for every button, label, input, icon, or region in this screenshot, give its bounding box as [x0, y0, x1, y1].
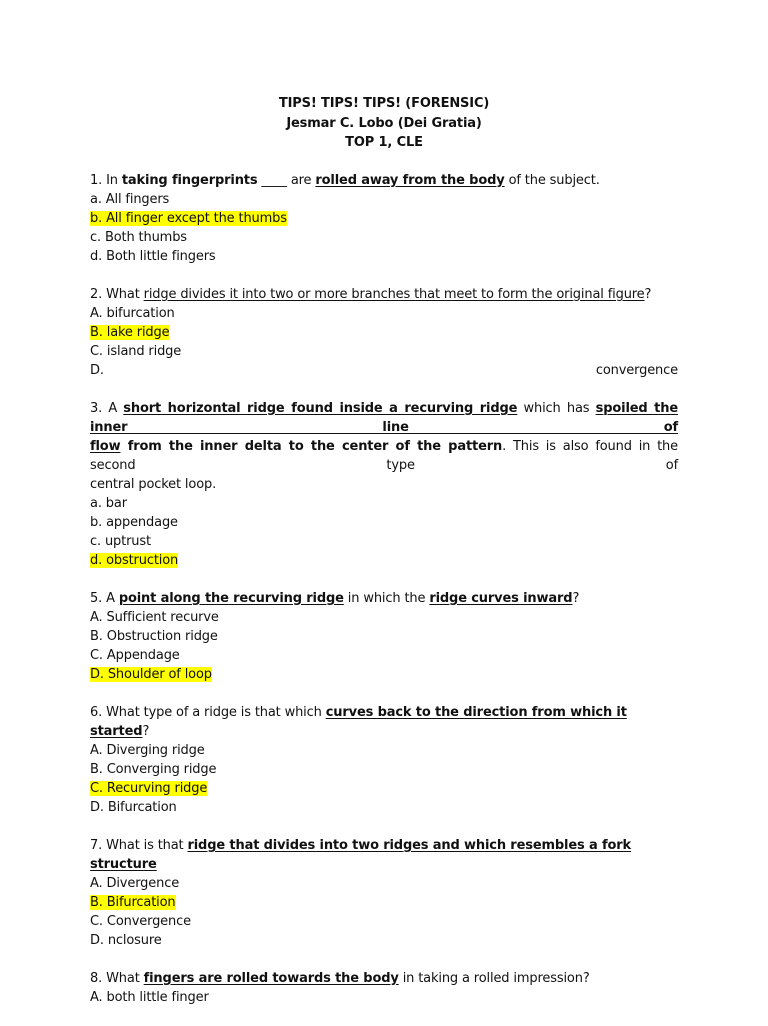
question-7-option-a: A. Divergence [90, 875, 180, 891]
question-1-text: 1. In taking fingerprints ____ are rolled away from the body of the subject. [90, 172, 600, 188]
question-1-option-b-answer: b. All finger except the thumbs [90, 210, 287, 226]
question-6-option-a: A. Diverging ridge [90, 742, 205, 758]
question-3-option-a: a. bar [90, 495, 127, 511]
document-page [90, 94, 678, 1026]
question-6-option-b: B. Converging ridge [90, 761, 217, 777]
question-8-text: 8. What fingers are rolled towards the body in taking a rolled impression? [90, 970, 590, 986]
question-6-option-d: D. Bifurcation [90, 799, 177, 815]
question-2-option-c: C. island ridge [90, 343, 182, 359]
question-3-text-line-1: 3. A short horizontal ridge found inside a recurving ridge which has spoiled the inner line of [90, 400, 679, 435]
question-8-option-a: A. both little finger [90, 989, 209, 1005]
question-6-option-c-answer: C. Recurving ridge [90, 780, 208, 796]
question-7-option-b-answer: B. Bifurcation [90, 894, 176, 910]
question-5-option-c: C. Appendage [90, 647, 180, 663]
question-5-option-b: B. Obstruction ridge [90, 628, 218, 644]
header-author: Jesmar C. Lobo (Dei Gratia) [286, 115, 482, 131]
question-3-text-line-2: flow from the inner delta to the center of the pattern. This is also found in the second type of [90, 438, 678, 473]
question-5-option-d-answer: D. Shoulder of loop [90, 666, 212, 682]
question-3-option-b: b. appendage [90, 514, 178, 530]
question-5 [90, 589, 678, 684]
question-3-text-line-3: central pocket loop. [90, 476, 217, 492]
question-5-option-a: A. Sufficient recurve [90, 609, 219, 625]
question-5-text: 5. A point along the recurving ridge in which the ridge curves inward? [90, 590, 580, 606]
question-7-option-d: D. nclosure [90, 932, 162, 948]
question-7 [90, 836, 678, 950]
question-7-text: 7. What is that ridge that divides into two ridges and which resembles a fork structure [90, 837, 632, 872]
header-rank: TOP 1, CLE [345, 135, 423, 150]
question-2-text: 2. What ridge divides it into two or more branches that meet to form the original figure? [90, 286, 652, 302]
question-2-option-a: A. bifurcation [90, 305, 175, 321]
question-3-option-d-answer: d. obstruction [90, 552, 179, 568]
header-title: TIPS! TIPS! TIPS! (FORENSIC) [278, 96, 490, 111]
question-7-option-c: C. Convergence [90, 913, 191, 929]
question-1-option-a: a. All fingers [90, 191, 170, 207]
question-1 [90, 171, 678, 266]
question-1-option-d: d. Both little fingers [90, 248, 216, 264]
question-3 [90, 399, 678, 570]
document-header [90, 94, 678, 153]
question-1-option-c: c. Both thumbs [90, 229, 187, 245]
question-2-option-b-answer: B. lake ridge [90, 324, 170, 340]
question-2 [90, 285, 678, 380]
question-3-option-c: c. uptrust [90, 533, 151, 549]
question-6 [90, 703, 678, 817]
question-6-text: 6. What type of a ridge is that which curves back to the direction from which it started? [90, 704, 627, 739]
question-8 [90, 969, 678, 1007]
question-2-option-d: D. convergence [90, 362, 678, 378]
